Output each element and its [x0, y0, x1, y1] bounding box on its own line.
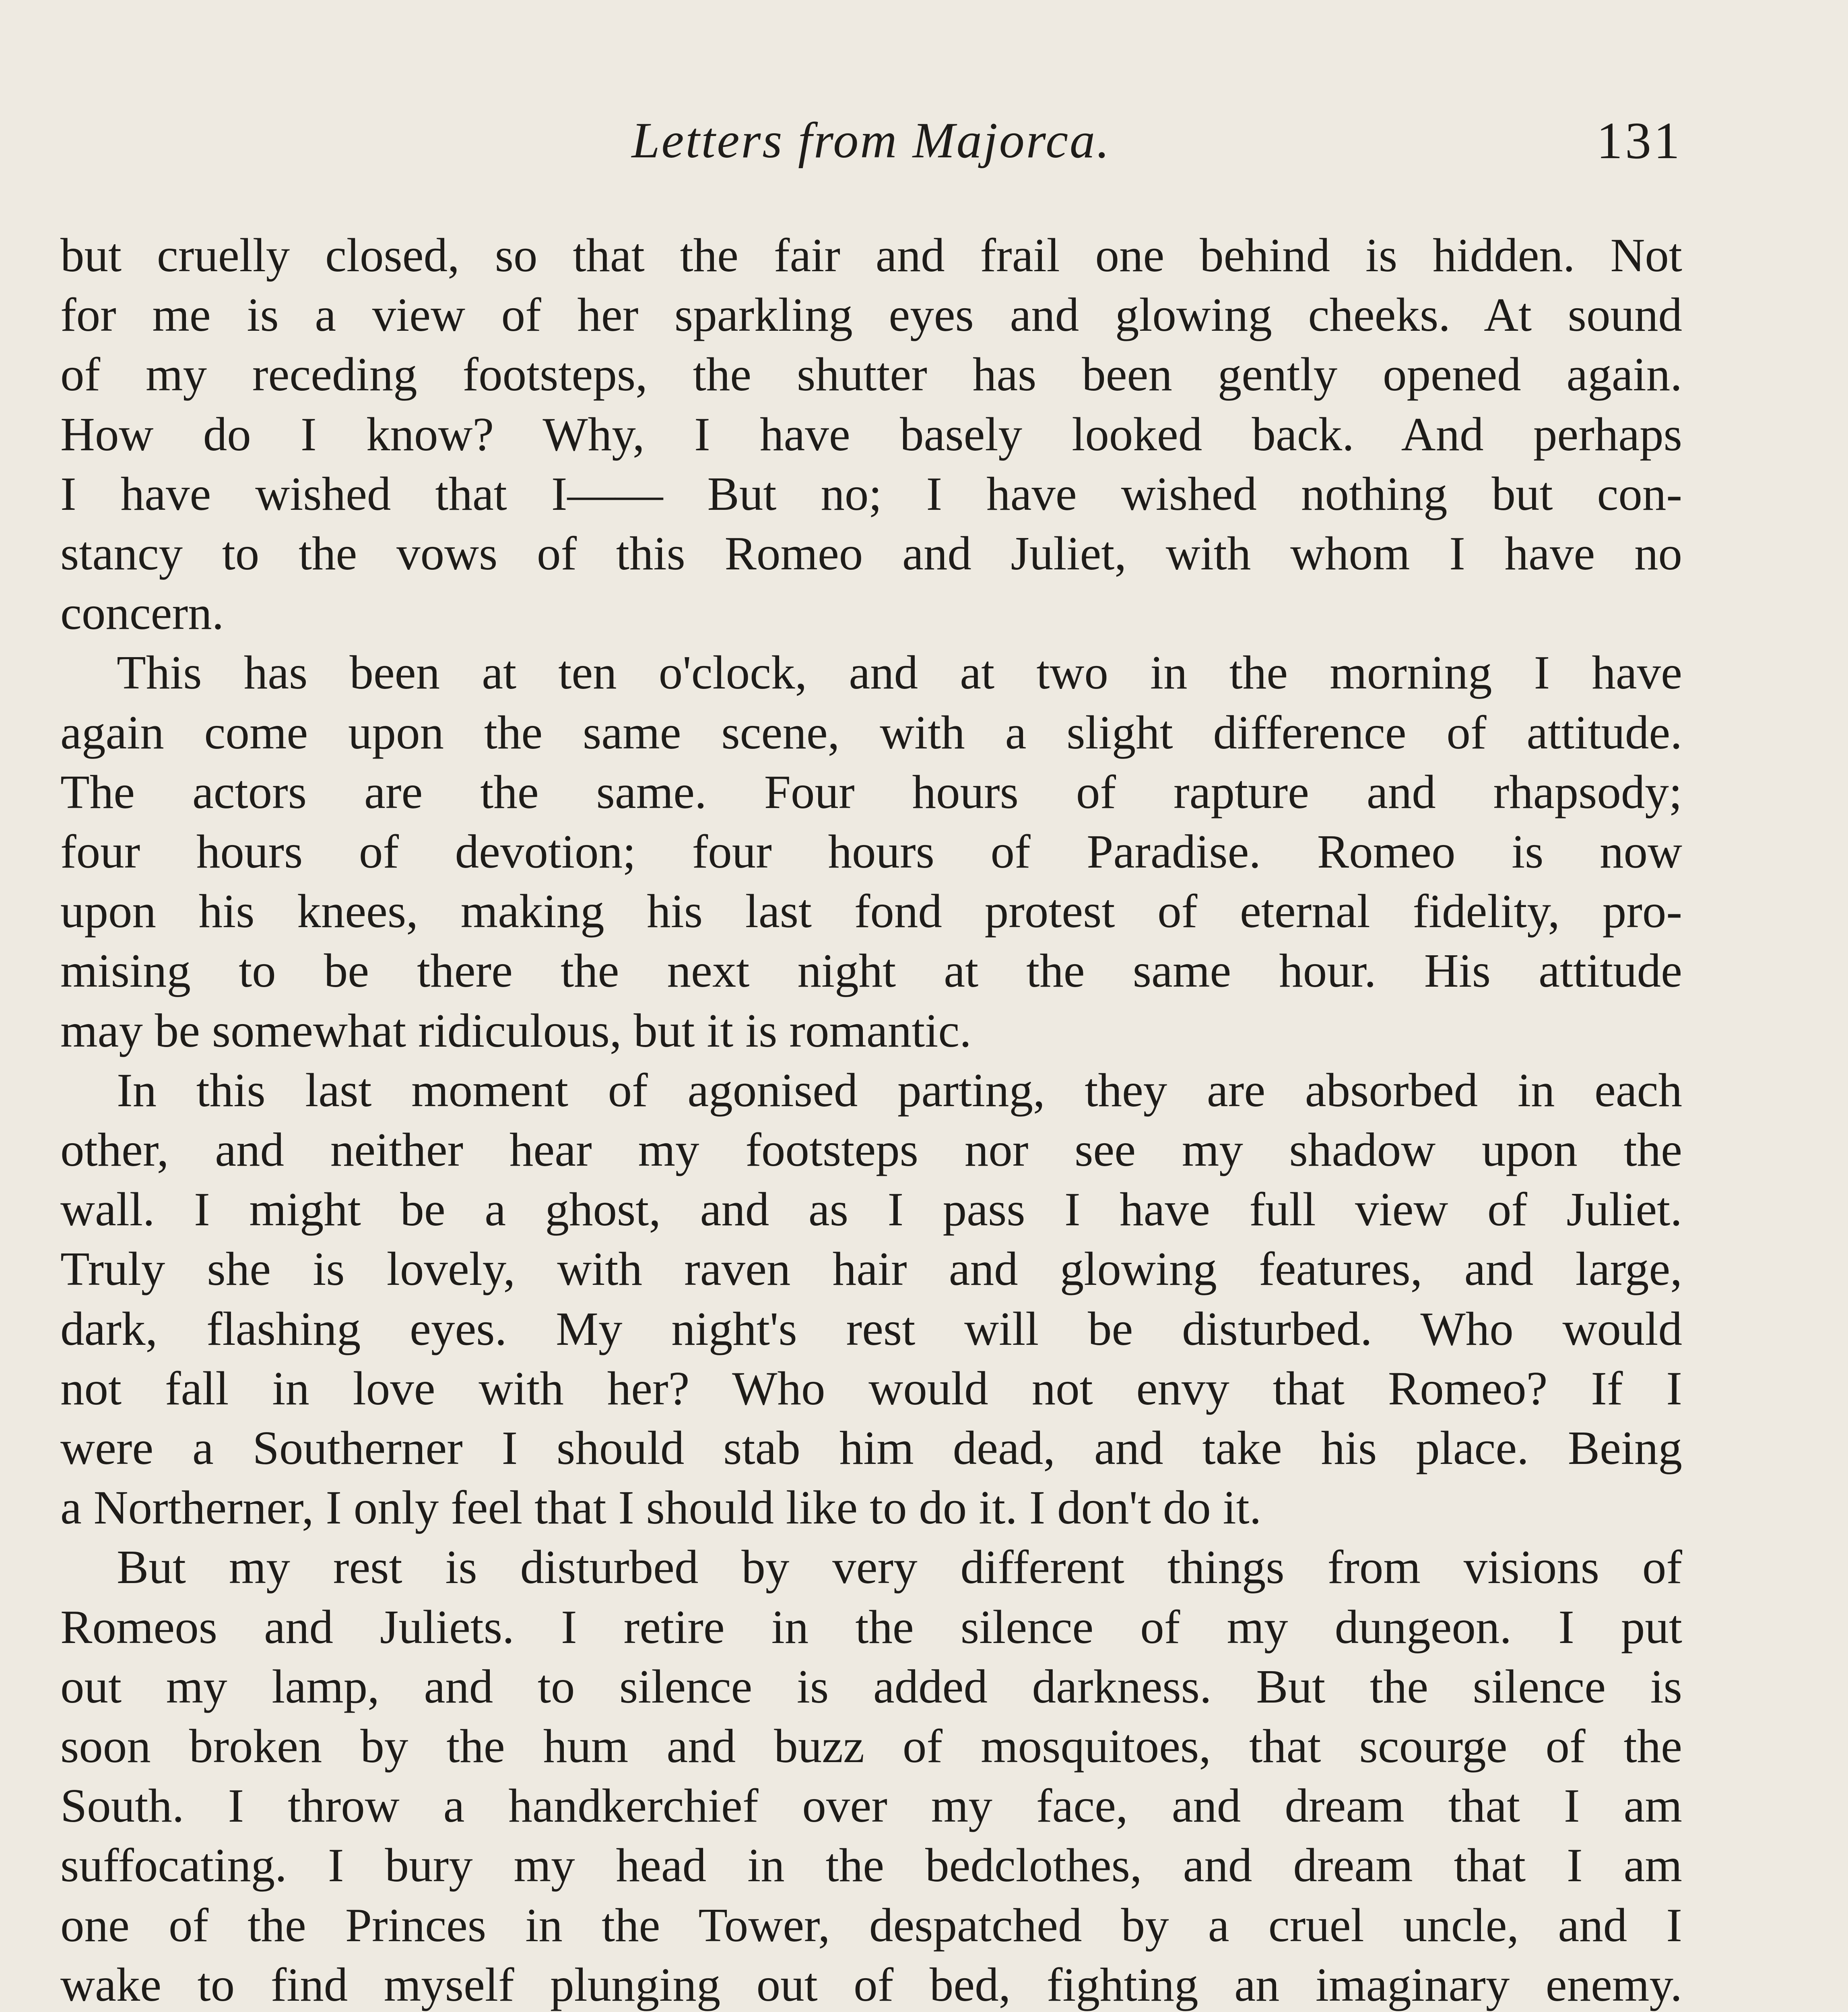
page-number: 131: [1596, 112, 1682, 170]
text-line: But my rest is disturbed by very different things from visions of: [117, 1540, 1682, 1594]
text-line: were a Southerner I should stab him dead, and take his place. Being: [60, 1421, 1682, 1475]
page-header: [60, 109, 1682, 189]
text-line: stancy to the vows of this Romeo and Juliet, with whom I have no: [60, 527, 1682, 580]
text-line: suffocating. I bury my head in the bedclothes, and dream that I am: [60, 1839, 1682, 1892]
text-line: Romeos and Juliets. I retire in the silence of my dungeon. I put: [60, 1600, 1682, 1653]
body-text: [60, 225, 1682, 2012]
text-line: may be somewhat ridiculous, but it is romantic.: [60, 1004, 971, 1057]
running-title: Letters from Majorca.: [631, 113, 1111, 169]
text-line: of my receding footsteps, the shutter has been gently opened again.: [60, 348, 1682, 401]
text-line: for me is a view of her sparkling eyes and glowing cheeks. At sound: [60, 288, 1682, 342]
text-line: mising to be there the next night at the same hour. His attitude: [60, 944, 1682, 998]
text-line: I have wished that I—— But no; I have wished nothing but con-: [60, 467, 1682, 520]
paragraph: [60, 643, 1682, 1060]
text-line: Truly she is lovely, with raven hair and glowing features, and large,: [60, 1242, 1682, 1296]
paragraph: [60, 1060, 1682, 1538]
text-line: wall. I might be a ghost, and as I pass I have full view of Juliet.: [60, 1183, 1682, 1236]
text-line: In this last moment of agonised parting, they are absorbed in each: [117, 1063, 1682, 1117]
text-line: soon broken by the hum and buzz of mosquitoes, that scourge of the: [60, 1719, 1682, 1773]
text-line: dark, flashing eyes. My night's rest will be disturbed. Who would: [60, 1302, 1682, 1355]
text-line: four hours of devotion; four hours of Paradise. Romeo is now: [60, 825, 1682, 878]
text-line: concern.: [60, 586, 224, 640]
text-line: one of the Princes in the Tower, despatched by a cruel uncle, and I: [60, 1898, 1682, 1952]
text-line: but cruelly closed, so that the fair and frail one behind is hidden. Not: [60, 229, 1682, 282]
text-line: The actors are the same. Four hours of rapture and rhapsody;: [60, 765, 1682, 818]
text-line: upon his knees, making his last fond protest of eternal fidelity, pro-: [60, 884, 1682, 938]
paragraph: [60, 225, 1682, 643]
text-line: How do I know? Why, I have basely looked back. And perhaps: [60, 407, 1682, 461]
text-line: not fall in love with her? Who would not envy that Romeo? If I: [60, 1361, 1682, 1415]
paragraph: [60, 1537, 1682, 2012]
text-line: This has been at ten o'clock, and at two in the morning I have: [117, 646, 1682, 699]
text-line: a Northerner, I only feel that I should like to do it. I don't do it.: [60, 1481, 1262, 1534]
text-line: again come upon the same scene, with a slight difference of attitude.: [60, 705, 1682, 759]
text-line: other, and neither hear my footsteps nor see my shadow upon the: [60, 1123, 1682, 1177]
text-line: out my lamp, and to silence is added darkness. But the silence is: [60, 1659, 1682, 1713]
text-line: South. I throw a handkerchief over my face, and dream that I am: [60, 1779, 1682, 1833]
text-line: wake to find myself plunging out of bed, fighting an imaginary enemy.: [60, 1958, 1682, 2011]
